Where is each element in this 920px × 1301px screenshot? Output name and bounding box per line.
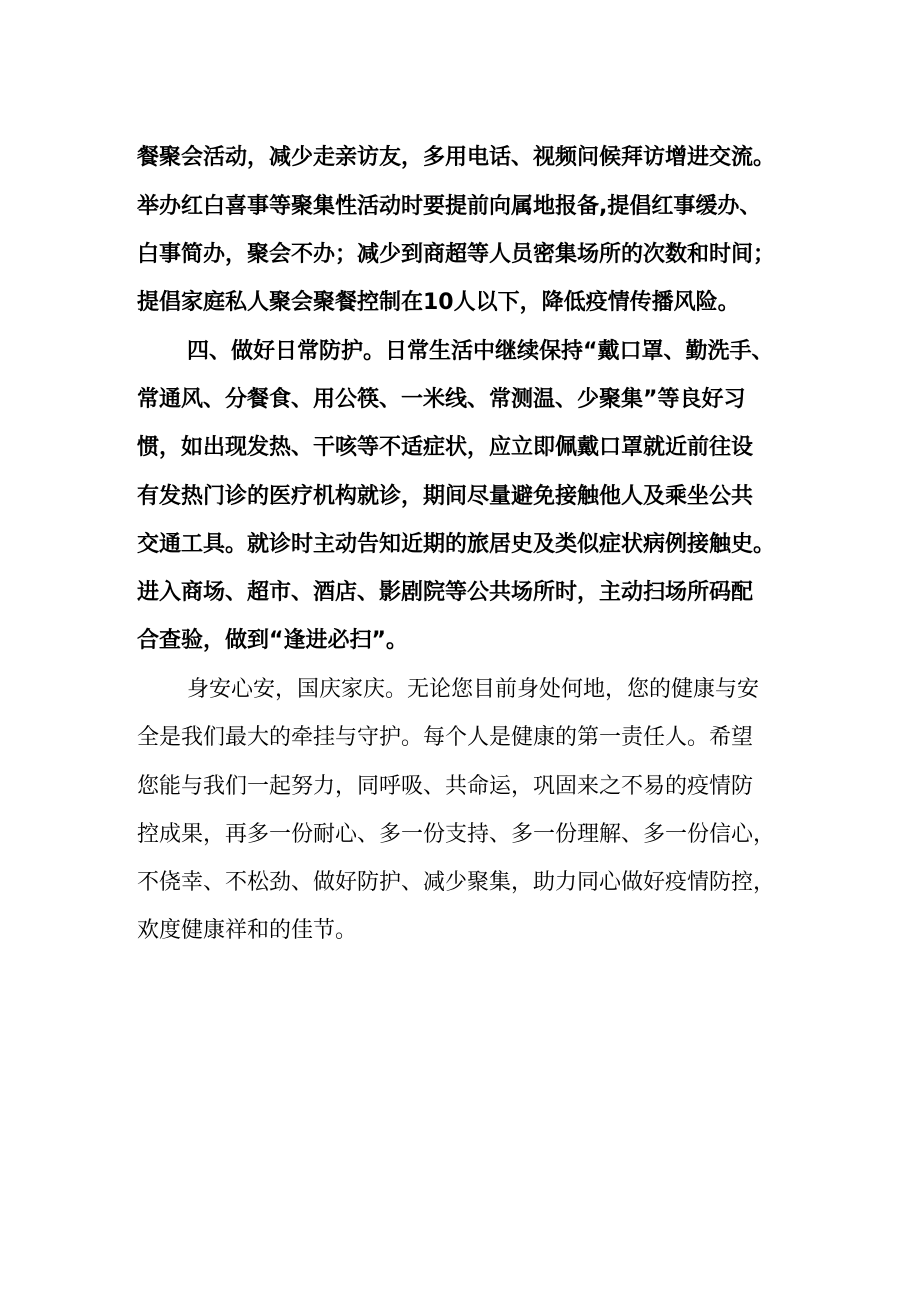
p1-line-4: 提倡家庭私人聚会聚餐控制在10人以下，降低疫情传播风险。 (137, 290, 740, 315)
p2-line-6: 进入商场、超市、酒店、影剧院等公共场所时，主动扫场所码配 (137, 580, 754, 605)
p1-line-2: 举办红白喜事等聚集性活动时要提前向属地报备,提倡红事缓办、 (137, 194, 762, 219)
p3-line-3: 您能与我们一起努力，同呼吸、共命运，巩固来之不易的疫情防 (137, 774, 754, 799)
p1-line-1: 餐聚会活动，减少走亲访友，多用电话、视频问候拜访增进交流。 (137, 145, 776, 170)
p3-line-5: 不侥幸、不松劲、做好防护、减少聚集，助力同心做好疫情防控， (137, 870, 776, 895)
p3-line-1: 身安心安，国庆家庆。无论您目前身处何地，您的健康与安 (187, 677, 760, 702)
p2-line-1: 四、做好日常防护。日常生活中继续保持“戴口罩、勤洗手、 (187, 339, 774, 364)
p3-line-6: 欢度健康祥和的佳节。 (137, 918, 358, 943)
p2-line-3: 惯，如出现发热、干咳等不适症状，应立即佩戴口罩就近前往设 (137, 435, 754, 460)
p2-line-7: 合查验，做到“逢进必扫”。 (137, 628, 408, 653)
p2-line-5: 交通工具。就诊时主动告知近期的旅居史及类似症状病例接触史。 (137, 532, 776, 557)
p1-line-3: 白事简办，聚会不办；减少到商超等人员密集场所的次数和时间； (137, 242, 776, 267)
p2-line-2: 常通风、分餐食、用公筷、一米线、常测温、少聚集”等良好习 (137, 387, 746, 412)
p3-line-2: 全是我们最大的牵挂与守护。每个人是健康的第一责任人。希望 (137, 725, 754, 750)
p2-line-4: 有发热门诊的医疗机构就诊，期间尽量避免接触他人及乘坐公共 (137, 484, 754, 509)
p3-line-4: 控成果，再多一份耐心、多一份支持、多一份理解、多一份信心， (137, 822, 776, 847)
